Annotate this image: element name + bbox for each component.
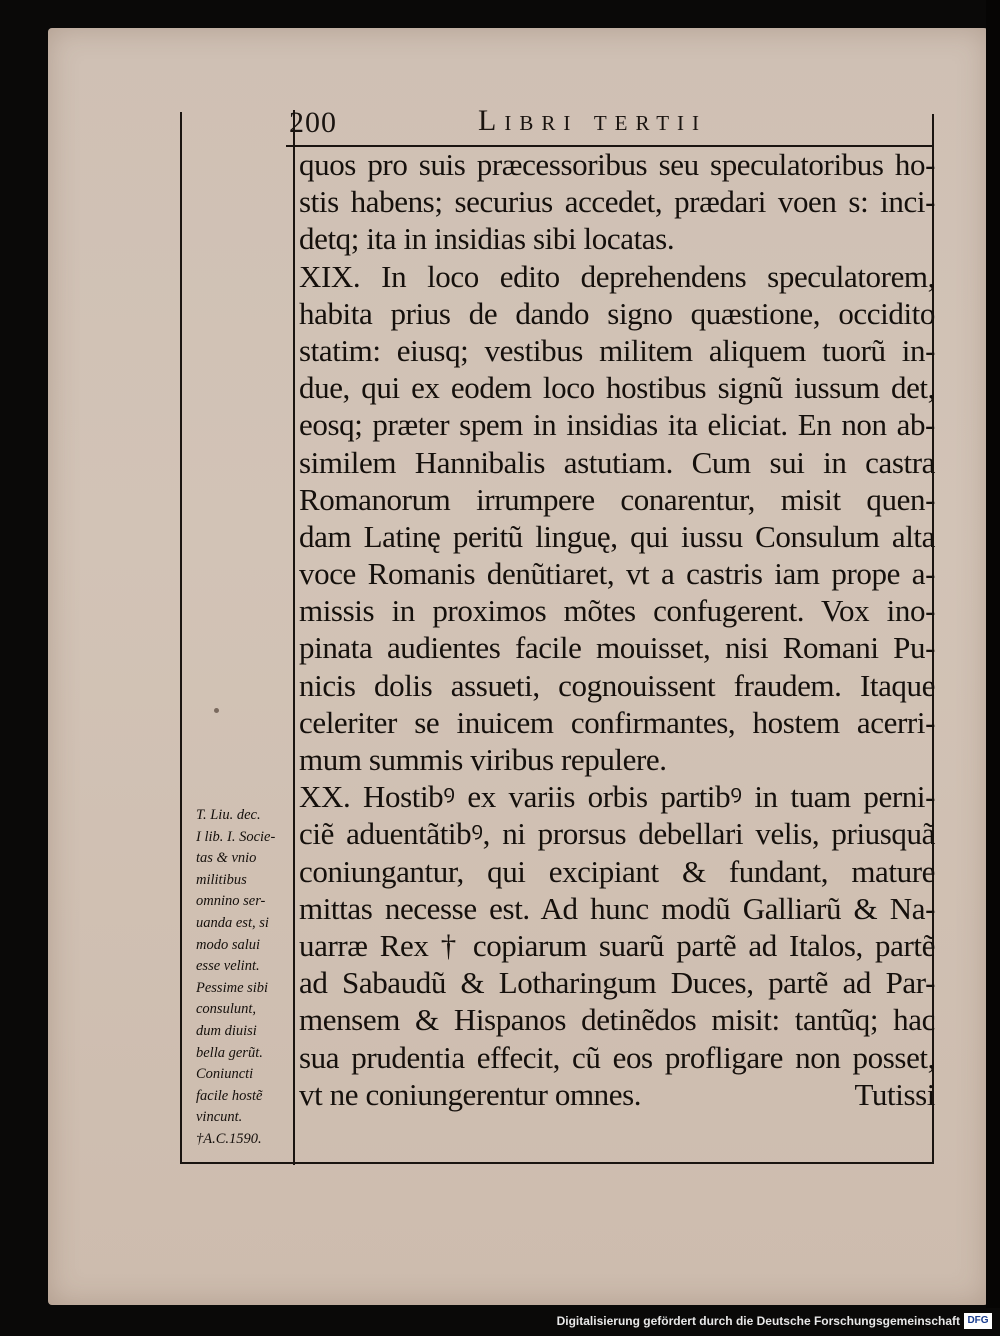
text-line: nicis dolis assueti, cognouissent fraudem. Itaque <box>299 667 935 703</box>
text-line: statim: eiusq; vestibus militem aliquem tuorũ in- <box>299 332 935 368</box>
main-text-block <box>299 146 935 1113</box>
dfg-logo: DFG <box>964 1313 992 1329</box>
text-line: Romanorum irrumpere conarentur, misit quen- <box>299 481 935 517</box>
margin-line: tas & vnio <box>196 850 257 867</box>
text-line: mittas necesse est. Ad hunc modũ Galliarũ & Na- <box>299 890 935 926</box>
text-line: dam Latinę peritũ linguę, qui iussu Consulum alta <box>299 518 935 554</box>
text-line: detq; ita in insidias sibi locatas. <box>299 221 675 257</box>
text-line: eosq; præter spem in insidias ita eliciat. En non ab- <box>299 407 935 443</box>
funding-credit: Digitalisierung gefördert durch die Deutsche Forschungsgemeinschaft <box>556 1314 960 1328</box>
text-line: voce Romanis denũtiaret, vt a castris iam prope a- <box>299 556 935 592</box>
margin-line: I lib. I. Socie- <box>196 828 276 845</box>
text-line: stis habens; securius accedet, prædari voen s: inci- <box>299 184 935 220</box>
margin-line: dum diuisi <box>196 1022 257 1039</box>
text-line: mum summis viribus repulere. <box>299 742 667 777</box>
text-line: celeriter se inuicem confirmantes, hostem acerri- <box>299 704 935 740</box>
text-line: sua prudentia effecit, cũ eos profligare non posset, <box>299 1039 935 1075</box>
margin-line: militibus <box>196 871 247 888</box>
text-line: quos pro suis præcessoribus seu speculatoribus ho- <box>299 147 935 182</box>
text-line: missis in proximos mõtes confugerent. Vox ino- <box>299 593 935 629</box>
left-margin-rule <box>180 112 182 1164</box>
text-line: ciẽ aduentãtibꝰ, ni prorsus debellari velis, priusquã <box>299 816 935 852</box>
marginal-note <box>196 805 294 1151</box>
text-line: ad Sabaudũ & Lotharingum Duces, partẽ ad Par- <box>299 965 935 1001</box>
margin-line: consulunt, <box>196 1001 257 1018</box>
margin-line: omnino ser- <box>196 893 266 910</box>
text-line: mensem & Hispanos detinẽdos misit: tantũq; hac <box>299 1002 935 1038</box>
text-line: due, qui ex eodem loco hostibus signũ iussum det, <box>299 370 935 406</box>
margin-line: Coniuncti <box>196 1066 254 1083</box>
margin-line: Pessime sibi <box>196 979 269 996</box>
margin-line: facile hostẽ <box>196 1087 263 1104</box>
footer-bar <box>0 1308 1000 1336</box>
text-line: pinata audientes facile mouisset, nisi Romani Pu- <box>299 630 935 666</box>
text-line-with-catchword <box>299 1076 935 1113</box>
margin-line: modo salui <box>196 936 261 953</box>
margin-line: bella gerũt. <box>196 1044 263 1061</box>
text-line: coniungantur, qui excipiant & fundant, mature <box>299 853 935 889</box>
ink-spot <box>214 708 219 713</box>
page-edge-shadow <box>986 0 1000 1336</box>
margin-line: vincunt. <box>196 1109 243 1126</box>
text-line: XIX. In loco edito deprehendens speculatorem, <box>299 258 935 294</box>
margin-line: uanda est, si <box>196 914 269 931</box>
margin-line: †A.C.1590. <box>196 1130 262 1147</box>
text-line: habita prius de dando signo quæstione, occidito <box>299 295 935 331</box>
text-line: XX. Hostibꝰ ex variis orbis partibꝰ in tuam perni- <box>299 779 935 815</box>
margin-line: esse velint. <box>196 958 260 975</box>
margin-line: T. Liu. dec. <box>196 807 261 823</box>
text-line: uarræ Rex † copiarum suarũ partẽ ad Italos, partẽ <box>299 927 935 963</box>
text-line: similem Hannibalis astutiam. Cum sui in castra <box>299 444 935 480</box>
running-title: Libri tertii <box>478 104 708 137</box>
catchword: Tutissi <box>854 1076 935 1112</box>
margin-bottom-rule <box>182 1162 934 1164</box>
page-number: 200 <box>289 106 337 139</box>
text-line: vt ne coniungerentur omnes. <box>299 1076 642 1112</box>
